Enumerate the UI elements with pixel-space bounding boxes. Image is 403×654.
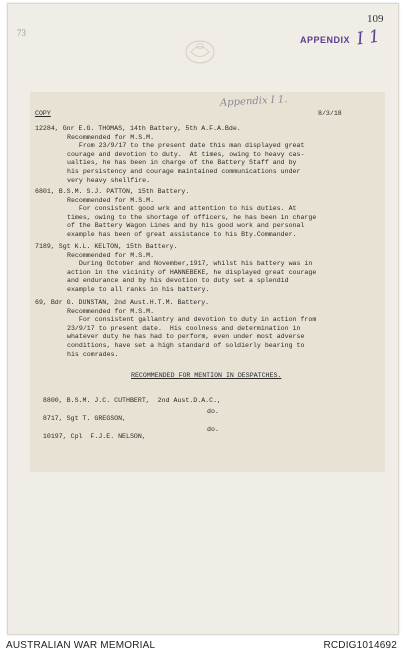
entry-line: example has been of great assistance to his Bty.Commander. (67, 230, 297, 238)
footer-record-id: RCDIG1014692 (323, 640, 397, 651)
entry-line: very heavy shellfire. (67, 176, 151, 184)
appendix-stamp: APPENDIX (300, 35, 351, 45)
mention-row (35, 426, 219, 447)
mention-name: 10197, Cpl F.J.E. NELSON, (42, 433, 146, 440)
corner-number: 73 (17, 28, 26, 38)
entry-line: conditions, have set a high standard of soldierly bearing to (67, 341, 305, 349)
entry-line: action in the vicinity of HANNEBEKE, he displayed great courage (67, 268, 317, 276)
recommendation-entry (35, 125, 380, 185)
entry-line: courage and devotion to duty. At times, owing to heavy cas- (67, 150, 305, 158)
entry-line: Recommended for M.S.M. (67, 133, 155, 141)
footer-source: AUSTRALIAN WAR MEMORIAL (6, 640, 156, 651)
handwritten-note: Appendix I 1. (219, 94, 288, 109)
recommendation-entry (35, 299, 380, 359)
entry-head: 69, Bdr G. DUNSTAN, 2nd Aust.H.T.M. Battery. (35, 299, 210, 306)
entry-line: ualties, he has been in charge of the Battery Staff and by (67, 159, 297, 167)
page-number: 109 (367, 13, 384, 25)
crest-emblem-icon (183, 37, 217, 67)
entry-head: 12284, Gnr E.G. THOMAS, 14th Battery, 5th A.F.A.Bde. (35, 125, 241, 132)
entry-line: For consistent gallantry and devotion to duty in action from (67, 316, 317, 324)
mention-name: 8800, B.S.M. J.C. CUTHBERT, 2nd Aust.D.A.C., (42, 397, 221, 404)
entry-line: 23/9/17 to present date. His coolness and determination in (67, 324, 301, 332)
recommendation-entry (35, 188, 380, 240)
mention-ditto: do. (207, 426, 219, 433)
mention-name: 8717, Sgt T. GREGSON, (42, 415, 127, 422)
copy-label: COPY (35, 110, 51, 117)
entry-line: From 23/9/17 to the present date this man displayed great (67, 142, 305, 150)
entry-line: For consistent good wrk and attention to his duties. At (67, 205, 297, 213)
appendix-handwritten: I 1 (355, 26, 382, 50)
entry-line: During October and November,1917, whilst his battery was in (67, 260, 313, 268)
entry-line: times, owing to the shortage of officers, he has been in charge (67, 213, 317, 221)
entry-head: 7189, Sgt K.L. KELTON, 15th Battery. (35, 243, 178, 250)
entry-line: Recommended for M.S.M. (67, 196, 155, 204)
entry-head: 6801, B.S.M. S.J. PATTON, 15th Battery. (35, 188, 190, 195)
entry-line: his persistency and courage maintained communications under (67, 167, 301, 175)
recommendation-entry (35, 243, 380, 295)
entry-line: Recommended for M.S.M. (67, 307, 155, 315)
entry-line: Recommended for M.S.M. (67, 251, 155, 259)
mention-ditto: do. (207, 408, 219, 415)
entry-line: whatever duty he has had to perform, even under most adverse (67, 333, 305, 341)
entry-line: his comrades. (67, 350, 119, 358)
mention-heading: RECOMMENDED FOR MENTION IN DESPATCHES. (131, 372, 282, 379)
entry-line: of the Battery Wagon Lines and by his good work and personal (67, 222, 305, 230)
entry-line: example to all ranks in his battery. (67, 285, 210, 293)
entry-line: and endurance and by his devotion to duty set a splendid (67, 277, 289, 285)
document-date: 8/3/18 (318, 110, 342, 117)
